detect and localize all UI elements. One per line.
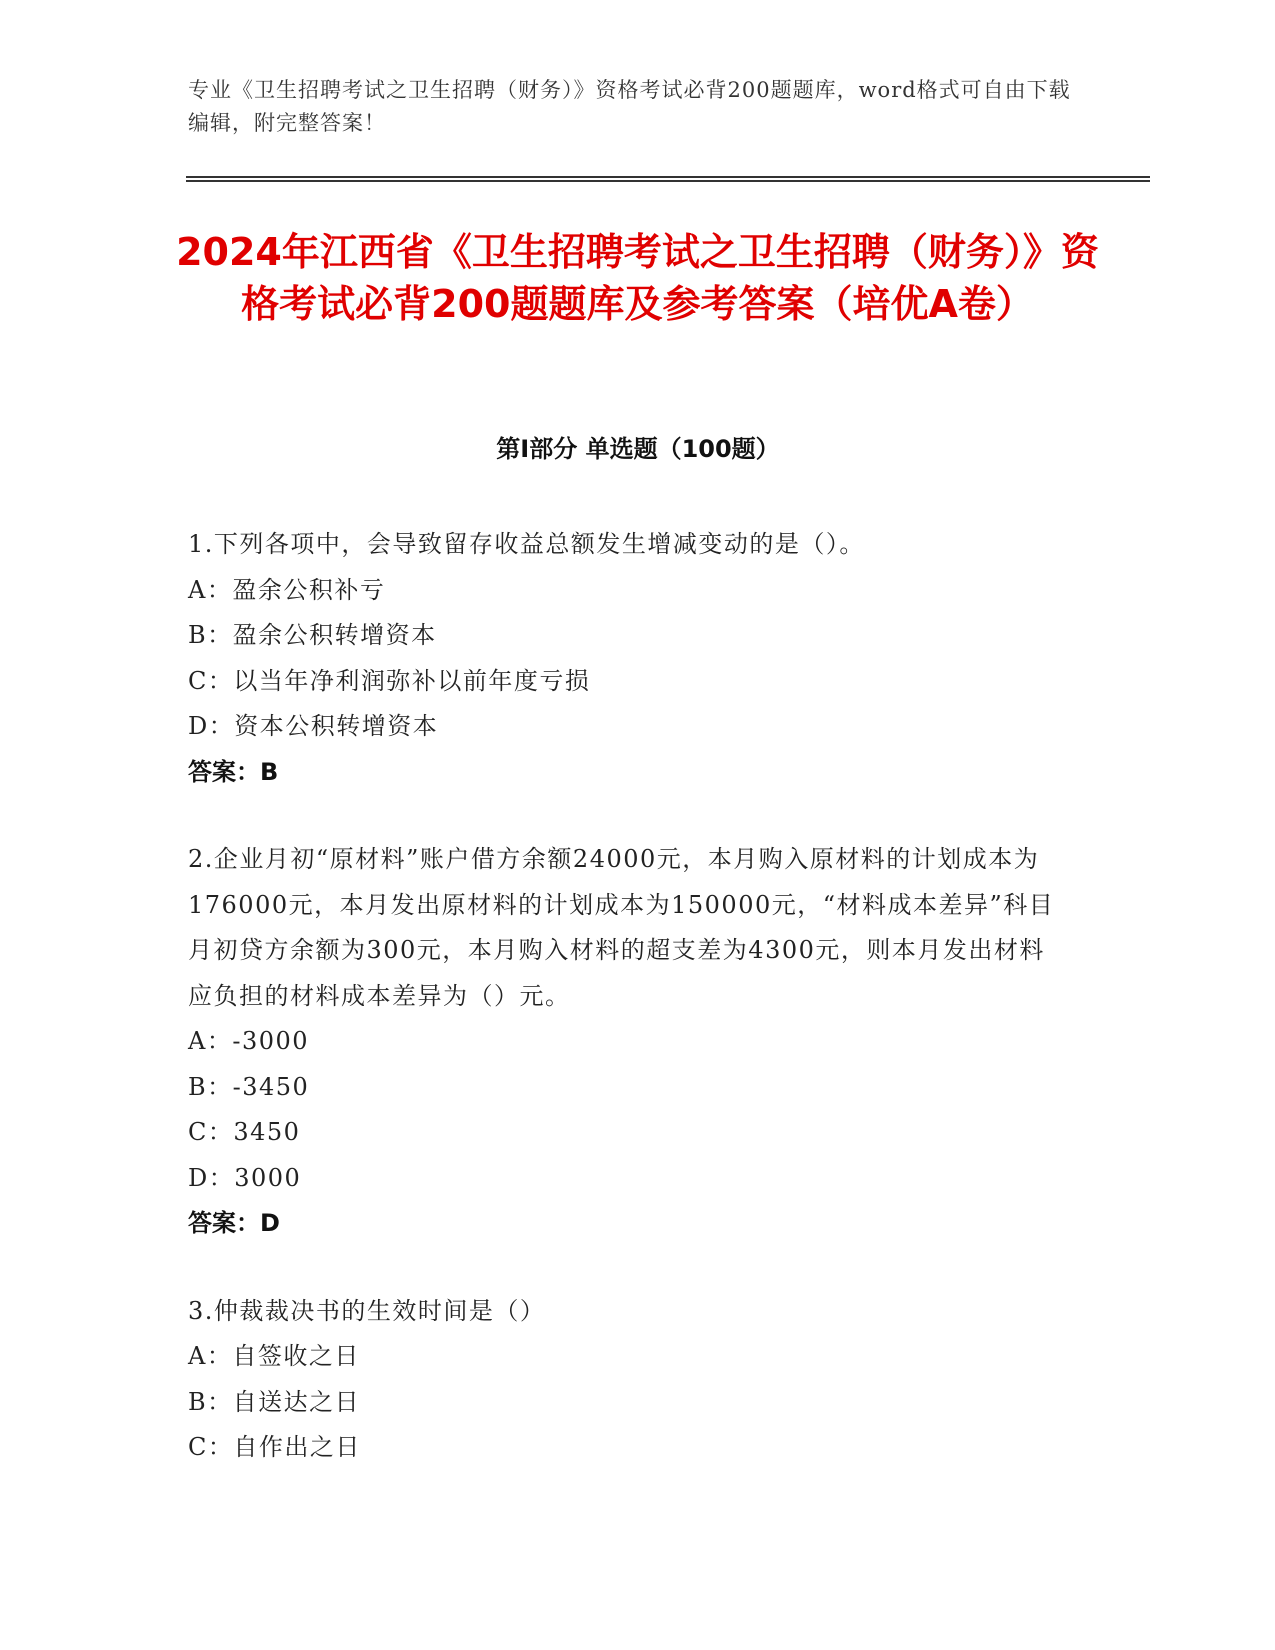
option-c: C：自作出之日 (188, 1433, 361, 1461)
question-stem: 2.企业月初“原材料”账户借方余额24000元，本月购入原材料的计划成本为176000元，本月发出原材料的计划成本为150000元，“材料成本差异”科目月初贷方余额为300元，本月购入材料的超支差为4300元，则本月发出材料应负担的材料成本差异为（）元。 (188, 845, 1055, 1010)
option-d: D：资本公积转增资本 (188, 712, 439, 740)
answer: 答案：B (188, 757, 279, 786)
question-3 (188, 1289, 1058, 1471)
option-b: B：自送达之日 (188, 1387, 361, 1416)
answer: 答案：D (188, 1209, 280, 1237)
question-list (188, 522, 1058, 1513)
option-c: C：3450 (188, 1118, 301, 1146)
section-heading: 第I部分 单选题（100题） (496, 435, 780, 463)
header-divider (186, 176, 1150, 182)
option-a: A：自签收之日 (188, 1342, 360, 1370)
header-divider-line-top (186, 176, 1150, 178)
question-1 (188, 522, 1058, 795)
option-b: B：盈余公积转增资本 (188, 621, 437, 649)
option-a: A：盈余公积补亏 (188, 575, 386, 604)
question-2 (188, 837, 1058, 1247)
option-c: C：以当年净利润弥补以前年度亏损 (188, 666, 591, 695)
header-divider-line-bottom (186, 180, 1150, 182)
option-a: A：-3000 (188, 1027, 310, 1055)
option-b: B：-3450 (188, 1072, 310, 1101)
header-note: 专业《卫生招聘考试之卫生招聘（财务）》资格考试必背200题题库，word格式可自由下载编辑，附完整答案！ (188, 78, 1071, 135)
document-title: 2024年江西省《卫生招聘考试之卫生招聘（财务）》资格考试必背200题题库及参考答案（培优A卷） (176, 230, 1099, 326)
question-stem: 3.仲裁裁决书的生效时间是（） (188, 1296, 546, 1325)
option-d: D：3000 (188, 1163, 302, 1192)
question-stem: 1.下列各项中，会导致留存收益总额发生增减变动的是（）。 (188, 530, 865, 558)
